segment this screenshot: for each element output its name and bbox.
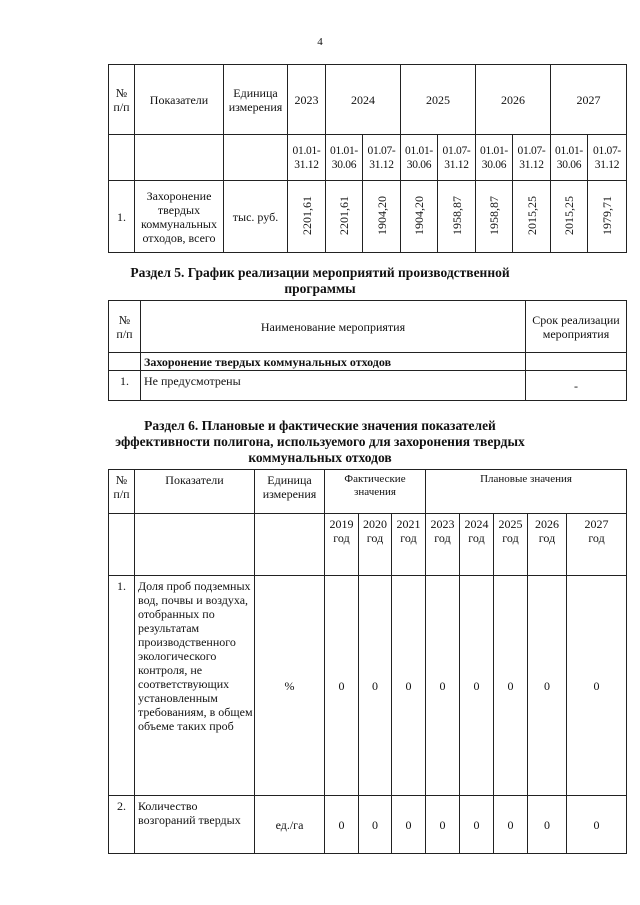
row-term: -: [526, 371, 627, 401]
empty-cell: [135, 514, 255, 576]
value-cell: [588, 181, 627, 253]
value-cell: [288, 181, 326, 253]
value-text: 1958,87: [449, 195, 464, 235]
row-num: 1.: [109, 181, 135, 253]
period-header: 01.01- 30.06: [401, 135, 438, 181]
section5-title: Раздел 5. График реализации мероприятий производственной программы: [130, 265, 510, 296]
value-cell: [326, 181, 363, 253]
value-cell: [513, 181, 551, 253]
value-text: 1979,71: [600, 195, 614, 235]
row-unit: ед./га: [255, 796, 325, 854]
period-header: 01.07- 31.12: [513, 135, 551, 181]
value-text: 2015,25: [524, 195, 539, 235]
value-text: 1904,20: [374, 195, 389, 235]
period-header: 01.01- 30.06: [551, 135, 588, 181]
row-name: Не предусмотрены: [141, 371, 526, 401]
value-cell: 0: [528, 796, 567, 854]
year-header: 2023 год: [426, 514, 460, 576]
year-header: 2025: [401, 65, 476, 135]
empty-cell: [109, 353, 141, 371]
empty-cell: [526, 353, 627, 371]
year-header: 2024: [326, 65, 401, 135]
row-num: 2.: [109, 796, 135, 854]
value-text: 2201,61: [299, 195, 314, 235]
year-header: 2024 год: [460, 514, 494, 576]
row-indicator: Захоронение твердых коммунальных отходов, всего: [135, 181, 224, 253]
year-header: 2023: [288, 65, 326, 135]
row-indicator: Доля проб подземных вод, почвы и воздуха, отобранных по результатам производственного экологического контроля, не соответствующих установленным требованиям, в общем объеме таких проб: [135, 576, 255, 796]
year-header: 2026 год: [528, 514, 567, 576]
year-header: 2026: [476, 65, 551, 135]
section6-title: Раздел 6. Плановые и фактические значения показателей эффективности полигона, используемого для захоронения твердых коммунальных отходов: [115, 418, 525, 465]
value-cell: 0: [392, 796, 426, 854]
year-header: 2019 год: [325, 514, 359, 576]
header-unit: Единица измерения: [255, 470, 325, 514]
period-header: 01.07- 31.12: [438, 135, 476, 181]
header-actual: Фактические значения: [325, 470, 426, 514]
period-header: 01.07- 31.12: [363, 135, 401, 181]
value-cell: 0: [460, 796, 494, 854]
value-cell: 0: [392, 576, 426, 796]
value-cell: 0: [325, 576, 359, 796]
value-text: 2201,61: [337, 195, 351, 235]
period-header: 01.01- 30.06: [326, 135, 363, 181]
header-name: Наименование мероприятия: [141, 301, 526, 353]
value-cell: 0: [460, 576, 494, 796]
header-planned: Плановые значения: [426, 470, 627, 514]
header-num: № п/п: [109, 470, 135, 514]
period-header: 01.07- 31.12: [588, 135, 627, 181]
year-header: 2025 год: [494, 514, 528, 576]
expenses-table: [108, 64, 627, 253]
value-cell: 0: [494, 796, 528, 854]
header-indicator: Показатели: [135, 65, 224, 135]
value-cell: [401, 181, 438, 253]
year-header: 2020 год: [359, 514, 392, 576]
header-num: № п/п: [109, 301, 141, 353]
year-header: 2021 год: [392, 514, 426, 576]
value-cell: 0: [426, 796, 460, 854]
year-header: 2027 год: [567, 514, 627, 576]
row-indicator: Количество возгораний твердых: [135, 796, 255, 854]
value-text: 2015,25: [562, 195, 576, 235]
value-cell: [363, 181, 401, 253]
row-unit: тыс. руб.: [224, 181, 288, 253]
value-cell: 0: [567, 796, 627, 854]
value-text: 1958,87: [487, 195, 501, 235]
header-indicator: Показатели: [135, 470, 255, 514]
value-cell: 0: [494, 576, 528, 796]
empty-cell: [224, 135, 288, 181]
value-cell: 0: [567, 576, 627, 796]
measures-table: [108, 300, 627, 401]
empty-cell: [109, 514, 135, 576]
value-cell: [551, 181, 588, 253]
period-header: 01.01- 31.12: [288, 135, 326, 181]
header-unit: Единица измерения: [224, 65, 288, 135]
value-cell: 0: [359, 576, 392, 796]
value-text: 1904,20: [412, 195, 426, 235]
group-title: Захоронение твердых коммунальных отходов: [141, 353, 526, 371]
row-num: 1.: [109, 576, 135, 796]
header-num: № п/п: [109, 65, 135, 135]
value-cell: 0: [426, 576, 460, 796]
page-number: 4: [317, 36, 323, 48]
value-cell: 0: [325, 796, 359, 854]
empty-cell: [109, 135, 135, 181]
period-header: 01.01- 30.06: [476, 135, 513, 181]
value-cell: [438, 181, 476, 253]
value-cell: 0: [528, 576, 567, 796]
value-cell: [476, 181, 513, 253]
value-cell: 0: [359, 796, 392, 854]
year-header: 2027: [551, 65, 627, 135]
empty-cell: [255, 514, 325, 576]
header-term: Срок реализации мероприятия: [526, 301, 627, 353]
empty-cell: [135, 135, 224, 181]
efficiency-table: [108, 469, 627, 854]
row-num: 1.: [109, 371, 141, 401]
row-unit: %: [255, 576, 325, 796]
